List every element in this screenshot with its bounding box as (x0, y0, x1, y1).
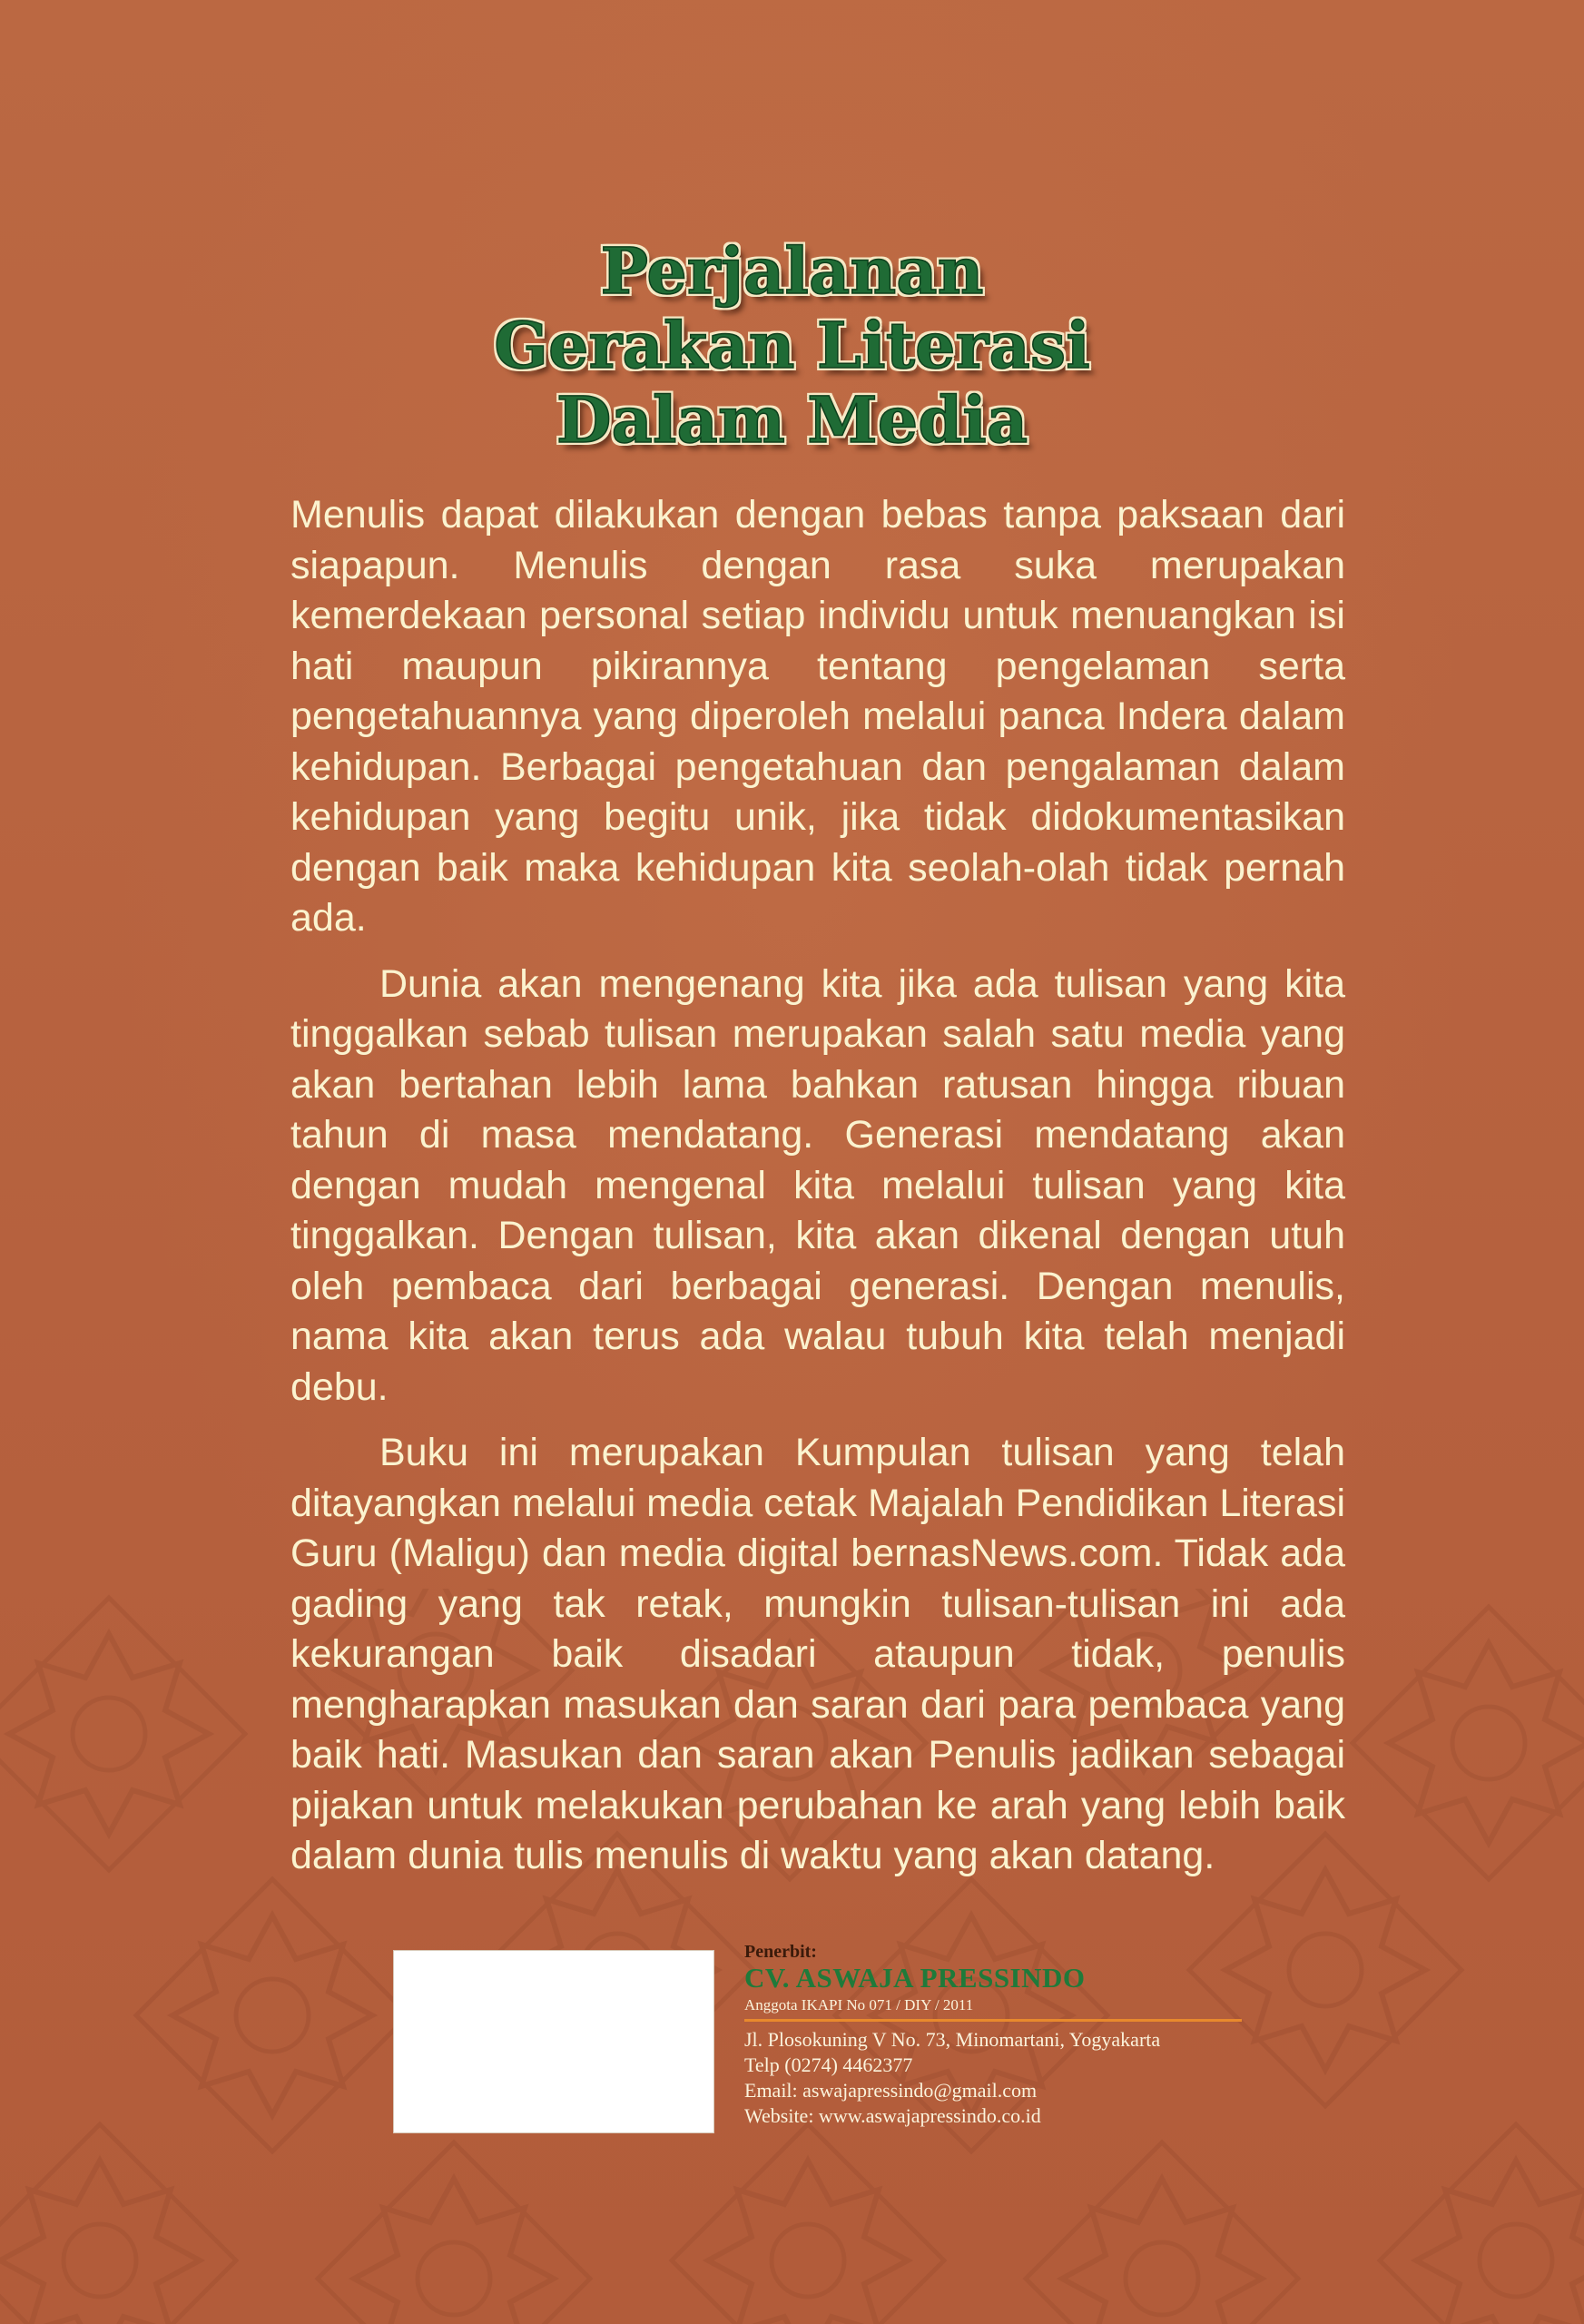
book-title (0, 234, 1584, 458)
synopsis-paragraph-3: Buku ini merupakan Kumpulan tulisan yang telah ditayangkan melalui media cetak Majalah Pendidikan Literasi Guru (Maligu) dan media digital bernasNews.com. Tidak ada gading yang tak retak, mungkin tulisan-tulisan ini ada kekurangan baik disadari ataupun tidak, penulis mengharapkan masukan dan saran dari para pembaca yang baik hati. Masukan dan saran akan Penulis jadikan sebagai pijakan untuk melakukan perubahan ke arah yang lebih baik dalam dunia tulis menulis di waktu yang akan datang. (290, 1431, 1345, 1877)
publisher-info (744, 1941, 1253, 2129)
publisher-name: CV. ASWAJA PRESSINDO (744, 1962, 1086, 1994)
publisher-website: Website: www.aswajapressindo.co.id (744, 2104, 1041, 2127)
synopsis (290, 490, 1345, 1897)
publisher-phone: Telp (0274) 4462377 (744, 2053, 913, 2076)
publisher-email: Email: aswajapressindo@gmail.com (744, 2079, 1038, 2102)
publisher-address: Jl. Plosokuning V No. 73, Minomartani, Yogyakarta (744, 2028, 1161, 2051)
title-line-3: Dalam Media (556, 382, 1028, 458)
synopsis-paragraph-1: Menulis dapat dilakukan dengan bebas tanpa paksaan dari siapapun. Menulis dengan rasa suka merupakan kemerdekaan personal setiap individu untuk menuangkan isi hati maupun pikirannya tentang pengelaman serta pengetahuannya yang diperoleh melalui panca Indera dalam kehidupan. Berbagai pengetahuan dan pengalaman dalam kehidupan yang begitu unik, jika tidak didokumentasikan dengan baik maka kehidupan kita seolah-olah tidak pernah ada. (290, 493, 1345, 940)
publisher-divider (744, 2019, 1242, 2022)
synopsis-paragraph-2: Dunia akan mengenang kita jika ada tulisan yang kita tinggalkan sebab tulisan merupakan salah satu media yang akan bertahan lebih lama bahkan ratusan hingga ribuan tahun di masa mendatang. Generasi mendatang akan dengan mudah mengenal kita melalui tulisan yang kita tinggalkan. Dengan tulisan, kita akan dikenal dengan utuh oleh pembaca dari berbagai generasi. Dengan menulis, nama kita akan terus ada walau tubuh kita telah menjadi debu. (290, 961, 1345, 1409)
title-line-2: Gerakan Literasi (494, 308, 1090, 383)
barcode-placeholder (393, 1950, 714, 2133)
title-line-1: Perjalanan (600, 233, 984, 309)
publisher-label: Penerbit: (744, 1942, 817, 1962)
publisher-membership: Anggota IKAPI No 071 / DIY / 2011 (744, 1996, 974, 2014)
